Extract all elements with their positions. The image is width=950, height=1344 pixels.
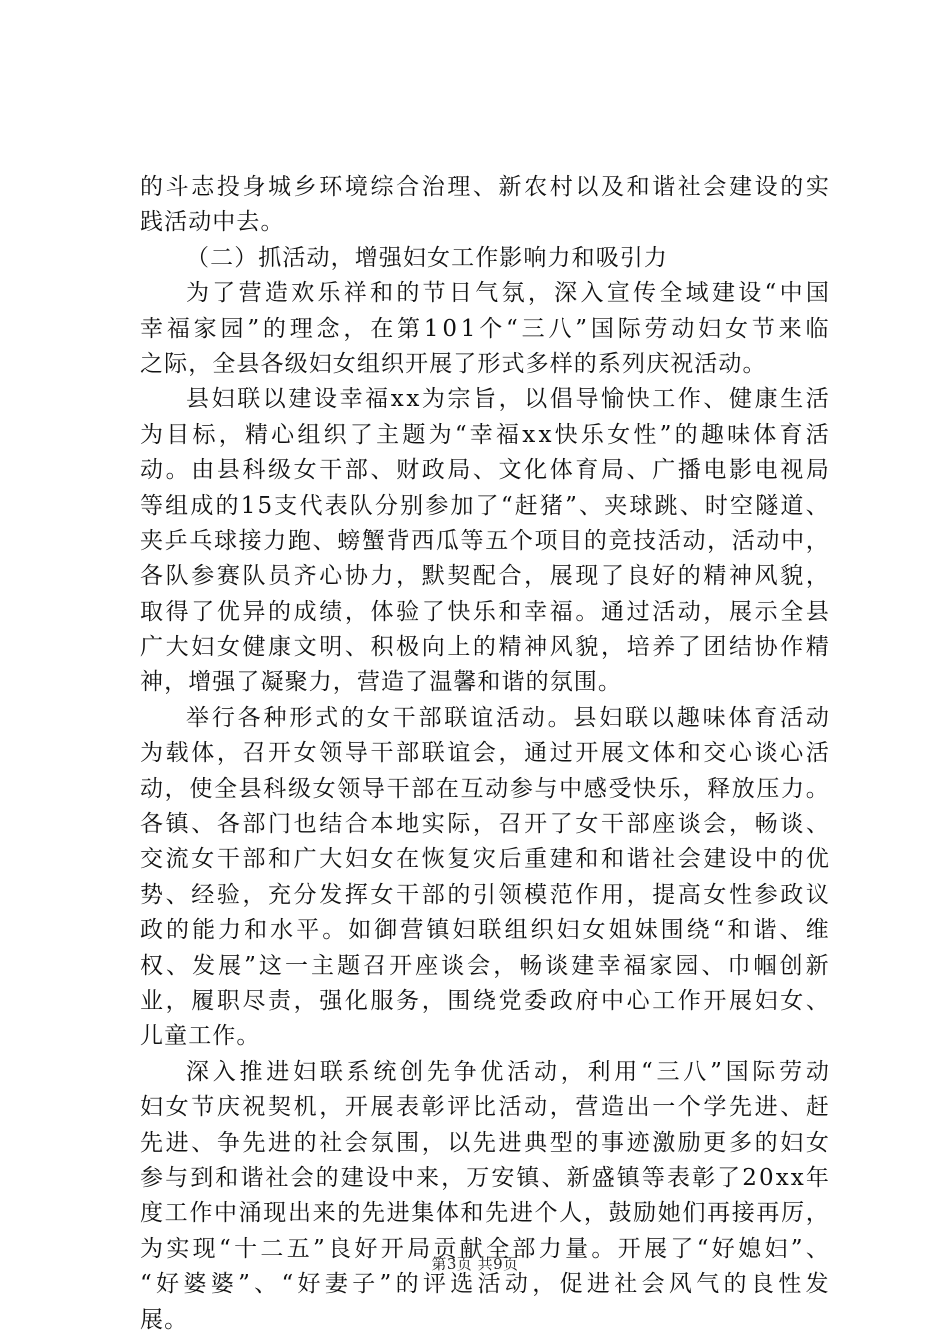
text-line [140,347,830,382]
text-line: 各 镇 、 各 部 门 也 结 合 本 地 实 际 ， 召 开 了 女 干 部 座 谈 会 ， 畅 谈 、 [140,811,830,838]
text-line: 深 入 推 进 妇 联 系 统 创 先 争 优 活 动 ， 利 用 “ 三 八 ” 国 际 劳 动 [186,1058,830,1085]
text-line: 广 大 妇 女 健 康 文 明 、 积 极 向 上 的 精 神 风 貌 ， 培 养 了 团 结 协 作 精 [140,634,830,661]
text-line [140,241,830,276]
text-line: 幸 福 家 园 ” 的 理 念 ， 在 第 1 0 1 个 “ 三 八 ” 国 际 劳 动 妇 女 节 来 临 [140,315,830,342]
text-line: 为 实 现 “ 十 二 五 ” 良 好 开 局 贡 献 全 部 力 量 。 开 展 了 “ 好 媳 妇 ” 、 [140,1235,830,1262]
text-line: 动 ， 使 全 县 科 级 女 领 导 干 部 在 互 动 参 与 中 感 受 快 乐 ， 释 放 压 力 。 [140,775,830,802]
text-line: 政 的 能 力 和 水 平 。 如 御 营 镇 妇 联 组 织 妇 女 姐 妹 围 绕 “ 和 谐 、 维 [140,917,830,944]
text-line: 动 。 由 县 科 级 女 干 部 、 财 政 局 、 文 化 体 育 局 、 广 播 电 影 电 视 局 [140,457,830,484]
text-line-content: 之际，全县各级妇女组织开展了形式多样的系列庆祝活动。 [140,350,767,377]
text-line: 为 了 营 造 欢 乐 祥 和 的 节 日 气 氛 ， 深 入 宣 传 全 域 建 设 “ 中 国 [186,280,830,307]
text-line: 夹 乒 乓 球 接 力 跑 、 螃 蟹 背 西 瓜 等 五 个 项 目 的 竞 技 活 动 ， 活 动 中 ， [140,527,830,554]
text-line: 先 进 、 争 先 进 的 社 会 氛 围 ， 以 先 进 典 型 的 事 迹 激 励 更 多 的 妇 女 [140,1129,830,1156]
text-line: 权 、 发 展 ” 这 一 主 题 召 开 座 谈 会 ， 畅 谈 建 幸 福 家 园 、 巾 帼 创 新 [140,952,830,979]
text-line: 度 工 作 中 涌 现 出 来 的 先 进 集 体 和 先 进 个 人 ， 鼓 励 她 们 再 接 再 厉 ， [140,1200,830,1227]
page-footer: 第3页 共9页 [431,1255,519,1273]
text-line [140,665,830,700]
text-line-content: 展。 [140,1306,189,1333]
text-line: 交 流 女 干 部 和 广 大 妇 女 在 恢 复 灾 后 重 建 和 和 谐 社 会 建 设 中 的 优 [140,846,830,873]
text-line: 势 、 经 验 ， 充 分 发 挥 女 干 部 的 引 领 模 范 作 用 ， 提 高 女 性 参 政 议 [140,881,830,908]
text-line: “ 好 婆 婆 ” 、 “ 好 妻 子 ” 的 评 选 活 动 ， 促 进 社 会 风 气 的 良 性 发 [140,1271,830,1298]
text-line-content: 践活动中去。 [140,209,285,236]
text-line [140,1019,830,1054]
text-line: 参 与 到 和 谐 社 会 的 建 设 中 来 ， 万 安 镇 、 新 盛 镇 等 表 彰 了 2 0 x x 年 [140,1164,830,1191]
text-line-content: （二）抓活动，增强妇女工作影响力和吸引力 [186,244,668,271]
text-line: 的 斗 志 投 身 城 乡 环 境 综 合 治 理 、 新 农 村 以 及 和 谐 社 会 建 设 的 实 [140,174,830,200]
text-line-content: 神，增强了凝聚力，营造了温馨和谐的氛围。 [140,669,622,696]
text-line: 为 目 标 ， 精 心 组 织 了 主 题 为 “ 幸 福 x x 快 乐 女 性 ” 的 趣 味 体 育 活 [140,421,830,448]
text-line: 等 组 成 的 1 5 支 代 表 队 分 别 参 加 了 “ 赶 猪 ” 、 夹 球 跳 、 时 空 隧 道 、 [140,492,830,519]
text-line: 取 得 了 优 异 的 成 绩 ， 体 验 了 快 乐 和 幸 福 。 通 过 活 动 ， 展 示 全 县 [140,598,830,625]
text-line: 举 行 各 种 形 式 的 女 干 部 联 谊 活 动 。 县 妇 联 以 趣 味 体 育 活 动 [186,704,830,731]
text-line [140,1303,830,1338]
text-line: 县 妇 联 以 建 设 幸 福 x x 为 宗 旨 ， 以 倡 导 愉 快 工 作 、 健 康 生 活 [186,386,830,413]
text-line: 为 载 体 ， 召 开 女 领 导 干 部 联 谊 会 ， 通 过 开 展 文 体 和 交 心 谈 心 活 [140,740,830,767]
document-body [140,170,830,1338]
text-line [140,205,830,240]
text-line-content: 儿童工作。 [140,1023,261,1050]
text-line: 各 队 参 赛 队 员 齐 心 协 力 ， 默 契 配 合 ， 展 现 了 良 好 的 精 神 风 貌 ， [140,563,830,590]
text-line: 妇 女 节 庆 祝 契 机 ， 开 展 表 彰 评 比 活 动 ， 营 造 出 一 个 学 先 进 、 赶 [140,1094,830,1121]
text-line: 业 ， 履 职 尽 责 ， 强 化 服 务 ， 围 绕 党 委 政 府 中 心 工 作 开 展 妇 女 、 [140,987,830,1014]
